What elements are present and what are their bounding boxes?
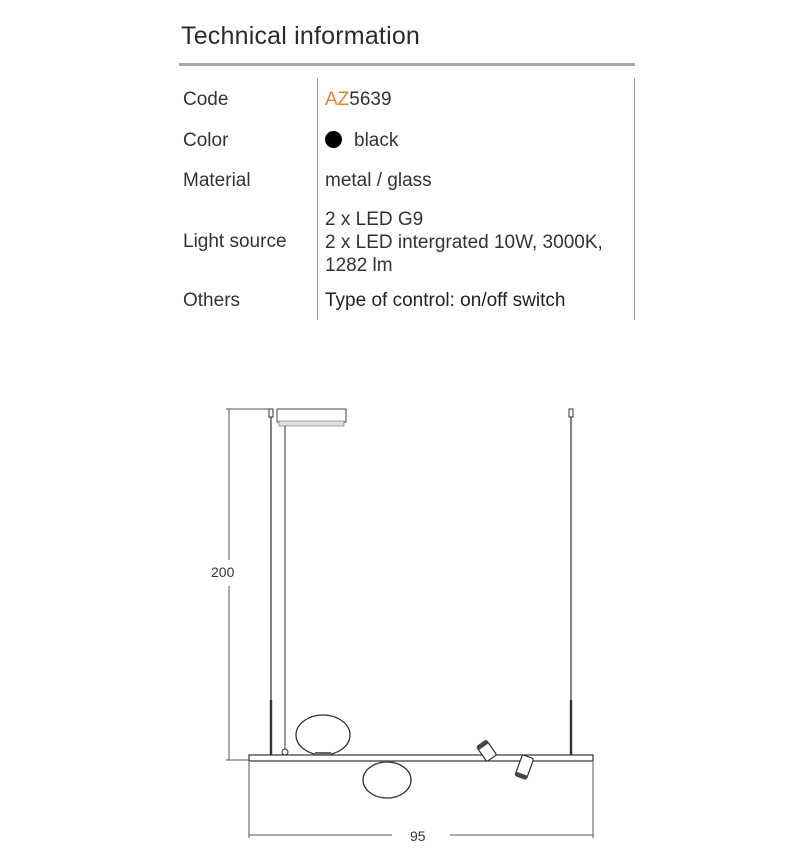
spec-label: Code <box>183 89 229 110</box>
light-source-line: 1282 lm <box>325 254 393 276</box>
spec-label: Material <box>183 170 251 191</box>
height-dimension-label: 200 <box>211 564 235 580</box>
ceiling-canopy <box>277 409 346 426</box>
width-dimension <box>249 762 593 838</box>
material-value: metal / glass <box>318 160 635 202</box>
light-source-line: 2 x LED G9 <box>325 208 424 230</box>
width-dimension-label: 95 <box>410 828 426 844</box>
upper-glass-globe <box>296 715 350 755</box>
color-value: black <box>354 130 399 151</box>
spec-label: Others <box>183 290 241 311</box>
spec-label: Light source <box>183 231 287 252</box>
code-prefix: AZ <box>325 89 350 110</box>
suspension-cables <box>269 409 573 755</box>
cable-joint <box>282 749 288 755</box>
page-title: Technical information <box>181 22 421 50</box>
code-number: 5639 <box>349 89 392 110</box>
light-source-line: 2 x LED intergrated 10W, 3000K, <box>325 231 603 253</box>
light-bar <box>249 755 593 761</box>
others-value: Type of control: on/off switch <box>318 282 635 320</box>
spec-label: Color <box>183 130 229 151</box>
height-dimension <box>226 409 272 760</box>
lower-glass-globe <box>363 761 411 798</box>
